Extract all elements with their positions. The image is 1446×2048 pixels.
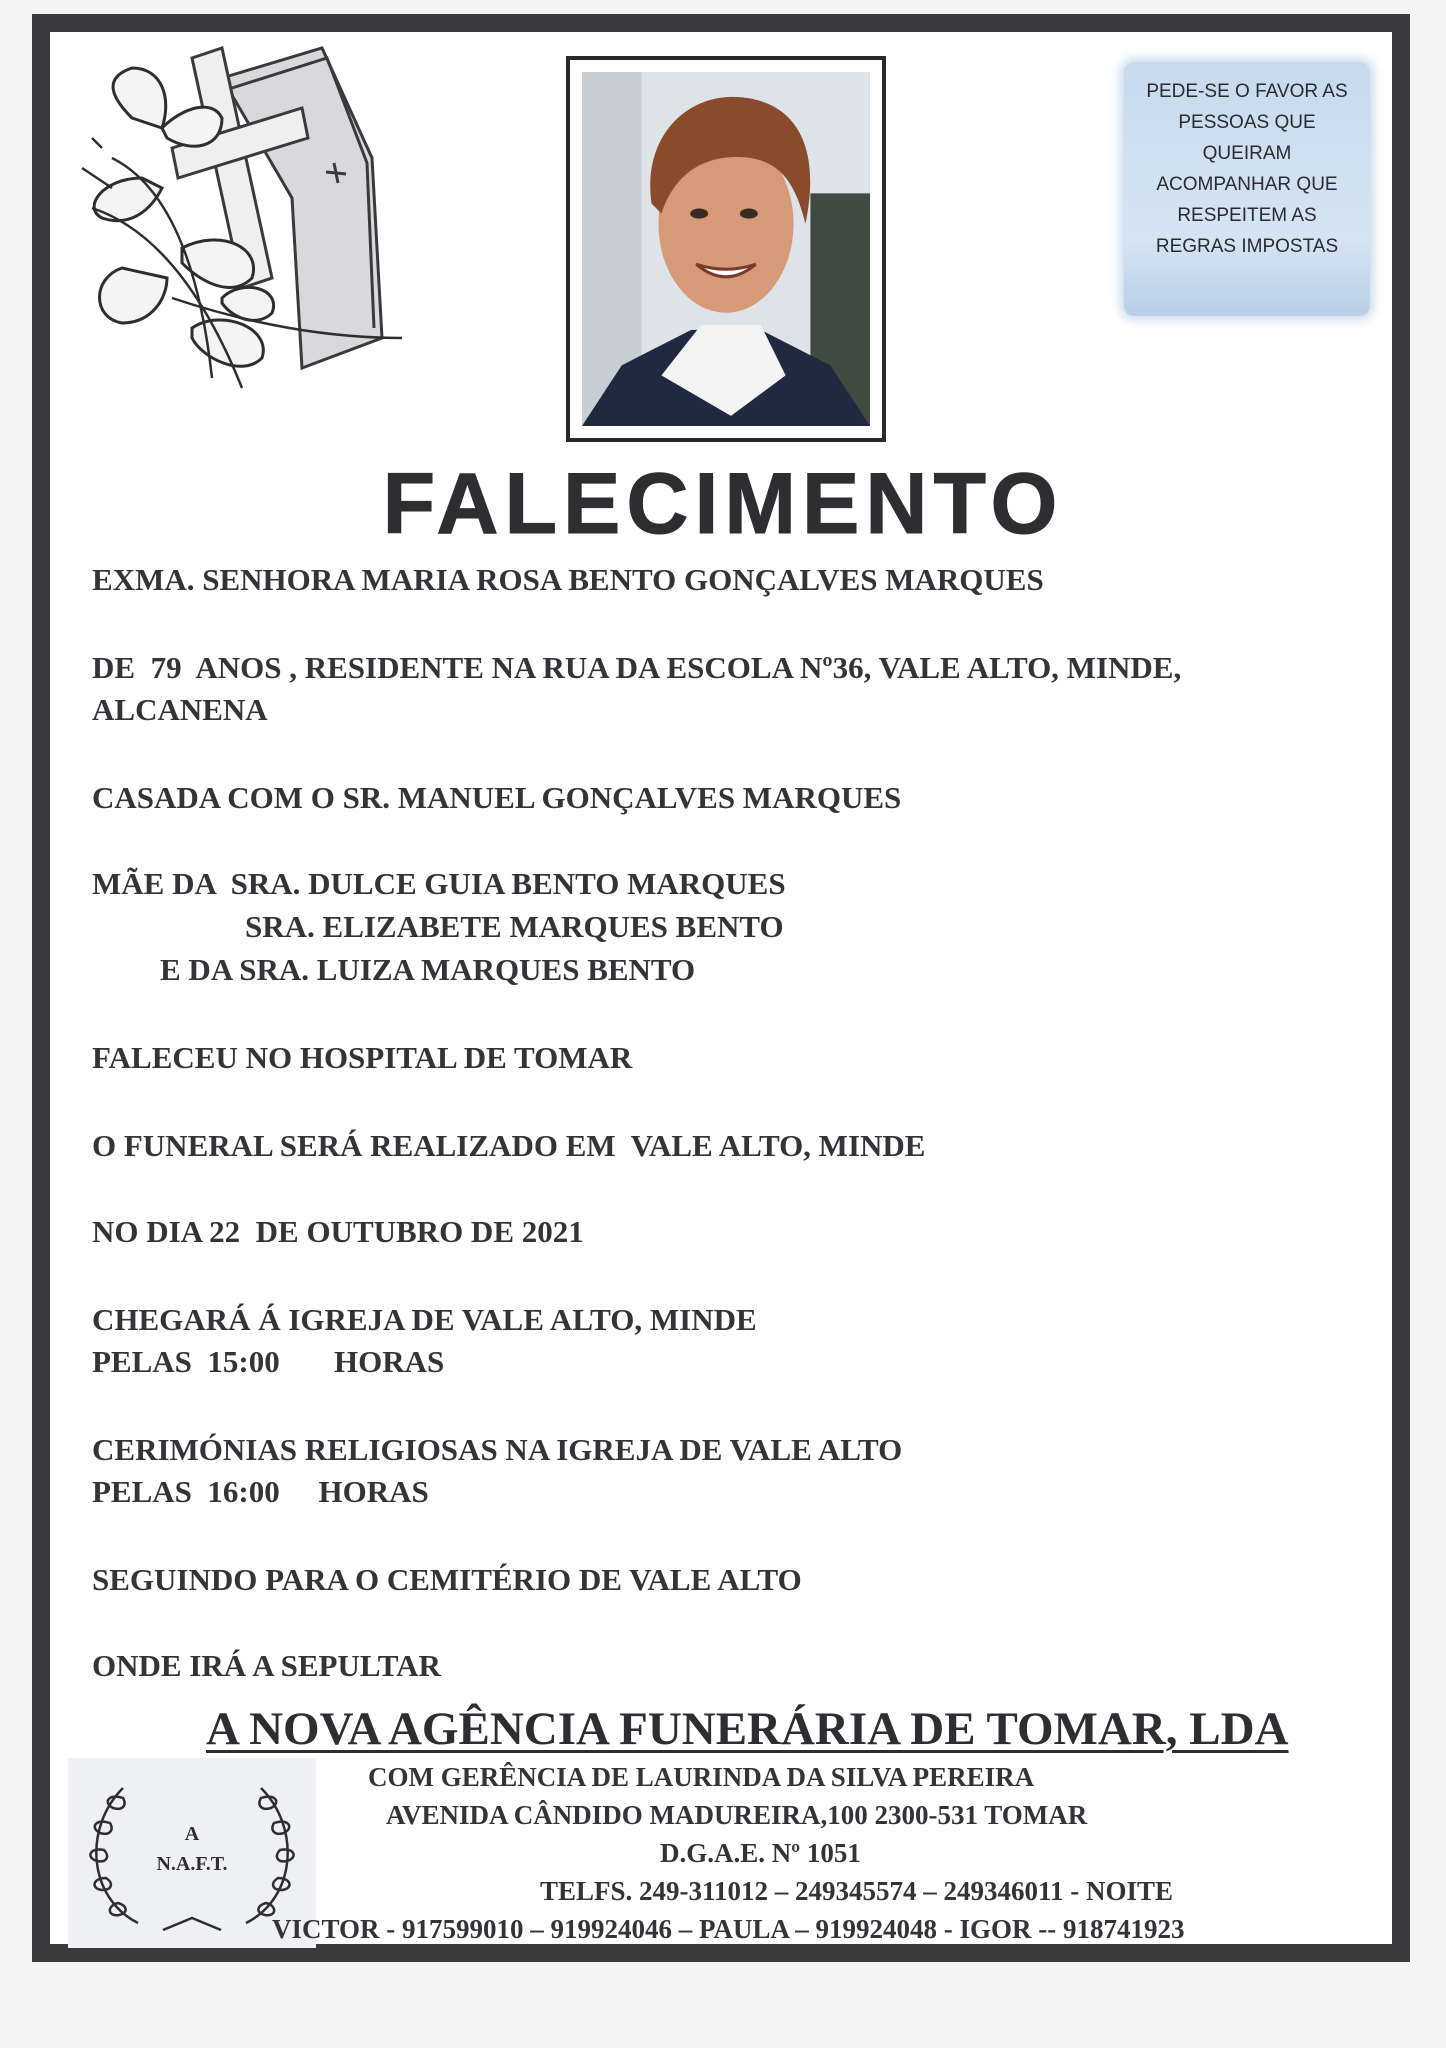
agency-dgae: D.G.A.E. Nº 1051 [660, 1838, 861, 1868]
children-line: MÃE DA SRA. DULCE GUIA BENTO MARQUES [92, 866, 786, 901]
logo-initials: N.A.F.T. [156, 1853, 228, 1875]
children-line: SRA. ELIZABETE MARQUES BENTO [245, 909, 784, 944]
funeral-date: NO DIA 22 DE OUTUBRO DE 2021 [92, 1214, 584, 1249]
page-title: FALECIMENTO [382, 456, 1064, 552]
deceased-name: EXMA. SENHORA MARIA ROSA BENTO GONÇALVES MARQUES [92, 562, 1044, 597]
portrait-image [582, 72, 870, 426]
notice-line: PESSOAS QUE [1178, 112, 1316, 133]
portrait-photo [566, 56, 886, 442]
burial: ONDE IRÁ A SEPULTAR [92, 1648, 441, 1683]
spouse: CASADA COM O SR. MANUEL GONÇALVES MARQUES [92, 780, 902, 815]
notice-line: REGRAS IMPOSTAS [1155, 236, 1339, 257]
notice-line: RESPEITEM AS [1177, 205, 1317, 226]
notice-line: ACOMPANHAR QUE [1156, 174, 1338, 195]
address-continued: ALCANENA [92, 692, 268, 727]
notice-line: PEDE-SE O FAVOR AS [1146, 81, 1348, 102]
agency-address: AVENIDA CÂNDIDO MADUREIRA,100 2300-531 TOMAR [386, 1800, 1088, 1830]
agency-night-phones: VICTOR - 917599010 – 919924046 – PAULA – 919924048 - IGOR -- 918741923 [272, 1914, 1185, 1944]
church-arrival: CHEGARÁ Á IGREJA DE VALE ALTO, MINDE [92, 1302, 757, 1337]
ceremony: CERIMÓNIAS RELIGIOSAS NA IGREJA DE VALE ALTO [92, 1432, 903, 1467]
agency-manager: COM GERÊNCIA DE LAURINDA DA SILVA PEREIRA [368, 1762, 1035, 1792]
ceremony-time: PELAS 16:00 HORAS [92, 1474, 429, 1509]
cross-lily-illustration [72, 38, 422, 418]
cemetery: SEGUINDO PARA O CEMITÉRIO DE VALE ALTO [92, 1562, 802, 1597]
age-address: DE 79 ANOS , RESIDENTE NA RUA DA ESCOLA Nº36, VALE ALTO, MINDE, [92, 650, 1182, 685]
notice-line: QUEIRAM [1202, 143, 1292, 164]
children-line: E DA SRA. LUIZA MARQUES BENTO [160, 952, 696, 987]
arrival-time: PELAS 15:00 HORAS [92, 1344, 445, 1379]
place-of-death: FALECEU NO HOSPITAL DE TOMAR [92, 1040, 633, 1075]
logo-letter: A [184, 1823, 200, 1845]
agency-phones: TELFS. 249-311012 – 249345574 – 249346011 - NOITE [540, 1876, 1174, 1906]
covid-rules-notice [1124, 62, 1370, 316]
agency-name: A NOVA AGÊNCIA FUNERÁRIA DE TOMAR, LDA [206, 1703, 1289, 1755]
funeral-location: O FUNERAL SERÁ REALIZADO EM VALE ALTO, MINDE [92, 1128, 926, 1163]
